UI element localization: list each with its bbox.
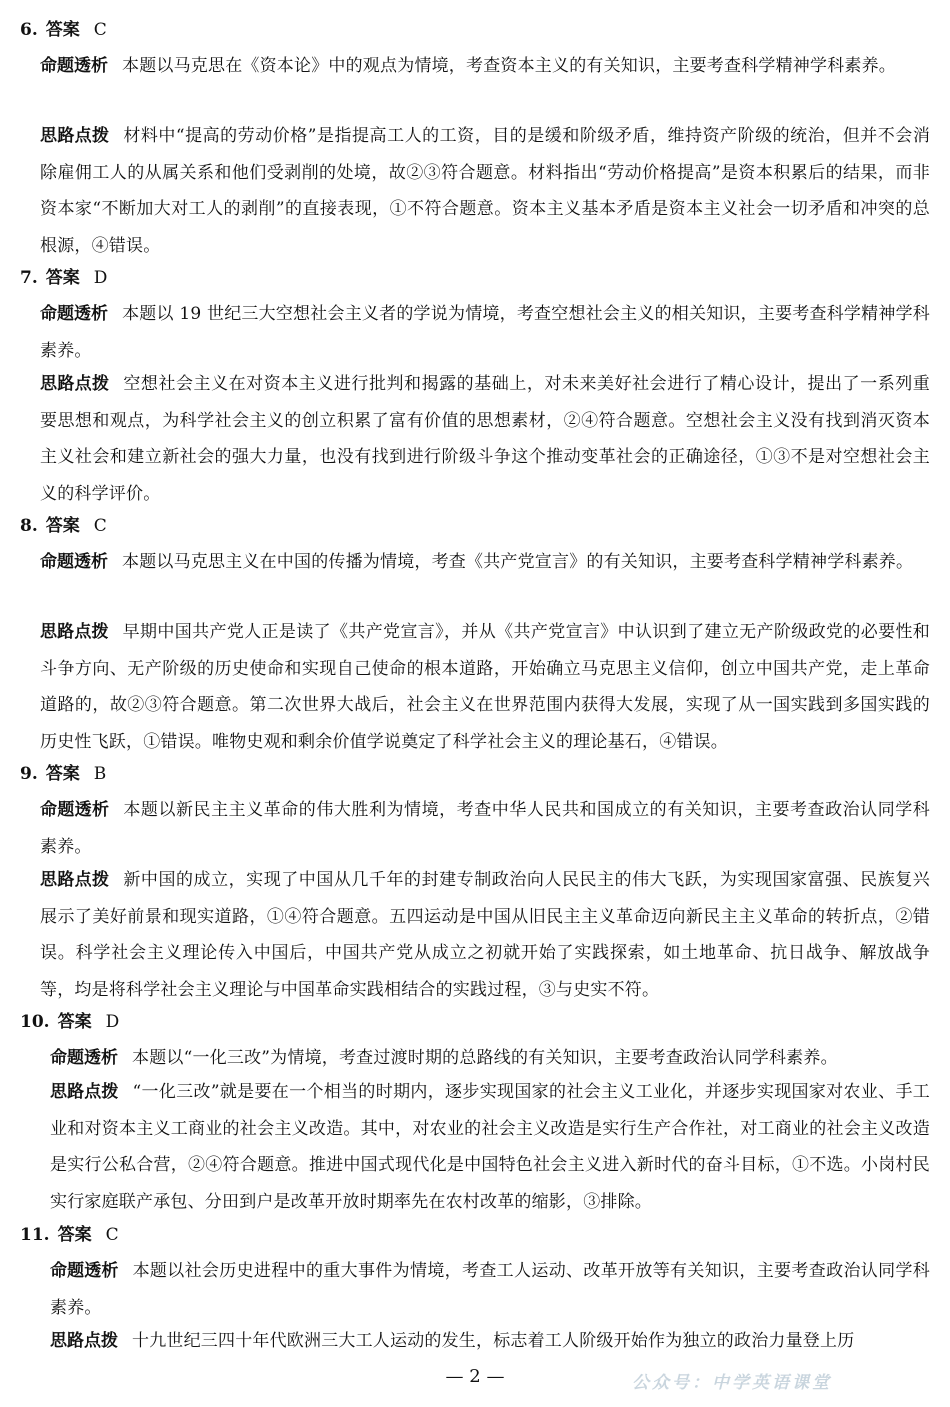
analysis-label: 命题透析	[40, 56, 108, 76]
question-8-hint	[40, 614, 930, 760]
hint-label: 思路点拨	[40, 374, 110, 394]
answer-label: 答案	[45, 268, 80, 288]
watermark: 公众号：中学英语课堂	[632, 1373, 832, 1393]
answer-value: D	[93, 268, 108, 288]
question-9-hint	[40, 862, 930, 1008]
question-7-header	[20, 266, 107, 290]
question-number: 8.	[20, 516, 38, 536]
answer-label: 答案	[45, 764, 80, 784]
question-9-header	[20, 762, 106, 786]
answer-value: C	[105, 1225, 119, 1245]
analysis-label: 命题透析	[50, 1048, 118, 1068]
question-number: 7.	[20, 268, 38, 288]
analysis-text: 本题以马克思在《资本论》中的观点为情境，考查资本主义的有关知识，主要考查科学精神学科素养。	[122, 56, 896, 76]
question-6-analysis	[40, 48, 930, 85]
answer-label: 答案	[57, 1225, 92, 1245]
question-11-analysis	[50, 1253, 930, 1326]
answer-value: C	[93, 20, 107, 40]
question-number: 11.	[20, 1225, 50, 1245]
question-11-header	[20, 1223, 119, 1247]
hint-text: 早期中国共产党人正是读了《共产党宣言》，并从《共产党宣言》中认识到了建立无产阶级政党的必要性和斗争方向、无产阶级的历史使命和实现自己使命的根本道路，开始确立马克思主义信仰，创立中国共产党，走上革命道路的，故②③符合题意。第二次世界大战后，社会主义在世界范围内获得大发展，实现了从一国实践到多国实践的历史性飞跃，①错误。唯物史观和剩余价值学说奠定了科学社会主义的理论基石，④错误。	[40, 622, 931, 752]
analysis-text: 本题以新民主主义革命的伟大胜利为情境，考查中华人民共和国成立的有关知识，主要考查政治认同学科素养。	[40, 800, 930, 857]
hint-text: 新中国的成立，实现了中国从几千年的封建专制政治向人民民主的伟大飞跃，为实现国家富强、民族复兴展示了美好前景和现实道路，①④符合题意。五四运动是中国从旧民主主义革命迈向新民主主义革命的转折点，②错误。科学社会主义理论传入中国后，中国共产党从成立之初就开始了实践探索，如土地革命、抗日战争、解放战争等，均是将科学社会主义理论与中国革命实践相结合的实践过程，③与史实不符。	[40, 870, 930, 1000]
answer-value: C	[93, 516, 107, 536]
answer-label: 答案	[45, 516, 80, 536]
question-9-analysis	[40, 792, 930, 865]
question-10-analysis	[50, 1040, 930, 1077]
answer-value: D	[105, 1012, 120, 1032]
question-7-analysis	[40, 296, 930, 369]
answer-value: B	[93, 764, 107, 784]
analysis-text: 本题以 19 世纪三大空想社会主义者的学说为情境，考查空想社会主义的相关知识，主要考查科学精神学科素养。	[40, 304, 930, 361]
answer-label: 答案	[57, 1012, 92, 1032]
analysis-text: 本题以马克思主义在中国的传播为情境，考查《共产党宣言》的有关知识，主要考查科学精神学科素养。	[122, 552, 914, 572]
analysis-text: 本题以“一化三改”为情境，考查过渡时期的总路线的有关知识，主要考查政治认同学科素养。	[132, 1048, 838, 1068]
hint-text: “一化三改”就是要在一个相当的时期内，逐步实现国家的社会主义工业化，并逐步实现国家对农业、手工业和对资本主义工商业的社会主义改造。其中，对农业的社会主义改造是实行生产合作社，对工商业的社会主义改造是实行公私合营，②④符合题意。推进中国式现代化是中国特色社会主义进入新时代的奋斗目标，①不选。小岗村民实行家庭联产承包、分田到户是改革开放时期率先在农村改革的缩影，③排除。	[50, 1082, 931, 1212]
question-8-header	[20, 514, 107, 538]
question-6-header	[20, 18, 107, 42]
hint-text: 材料中“提高的劳动价格”是指提高工人的工资，目的是缓和阶级矛盾，维持资产阶级的统治，但并不会消除雇佣工人的从属关系和他们受剥削的处境，故②③符合题意。材料指出“劳动价格提高”是资本积累后的结果，而非资本家“不断加大对工人的剥削”的直接表现，①不符合题意。资本主义基本矛盾是资本主义社会一切矛盾和冲突的总根源，④错误。	[40, 126, 931, 256]
hint-label: 思路点拨	[50, 1082, 119, 1102]
question-10-hint	[50, 1074, 930, 1220]
answer-label: 答案	[45, 20, 80, 40]
question-6-hint	[40, 118, 930, 264]
analysis-text: 本题以社会历史进程中的重大事件为情境，考查工人运动、改革开放等有关知识，主要考查政治认同学科素养。	[50, 1261, 931, 1318]
hint-text: 十九世纪三四十年代欧洲三大工人运动的发生，标志着工人阶级开始作为独立的政治力量登上历	[132, 1331, 855, 1351]
hint-text: 空想社会主义在对资本主义进行批判和揭露的基础上，对未来美好社会进行了精心设计，提出了一系列重要思想和观点，为科学社会主义的创立积累了富有价值的思想素材，②④符合题意。空想社会主义没有找到消灭资本主义社会和建立新社会的强大力量，也没有找到进行阶级斗争这个推动变革社会的正确途径，①③不是对空想社会主义的科学评价。	[40, 374, 930, 504]
hint-label: 思路点拨	[40, 870, 110, 890]
hint-label: 思路点拨	[40, 622, 109, 642]
hint-label: 思路点拨	[50, 1331, 118, 1351]
question-11-hint	[50, 1323, 930, 1360]
hint-label: 思路点拨	[40, 126, 110, 146]
question-number: 10.	[20, 1012, 50, 1032]
page-number: — 2 —	[445, 1366, 505, 1387]
analysis-label: 命题透析	[40, 800, 110, 820]
analysis-label: 命题透析	[40, 304, 109, 324]
analysis-label: 命题透析	[40, 552, 108, 572]
question-7-hint	[40, 366, 930, 512]
question-number: 9.	[20, 764, 38, 784]
question-8-analysis	[40, 544, 930, 581]
question-10-header	[20, 1010, 119, 1034]
analysis-label: 命题透析	[50, 1261, 119, 1281]
question-number: 6.	[20, 20, 38, 40]
